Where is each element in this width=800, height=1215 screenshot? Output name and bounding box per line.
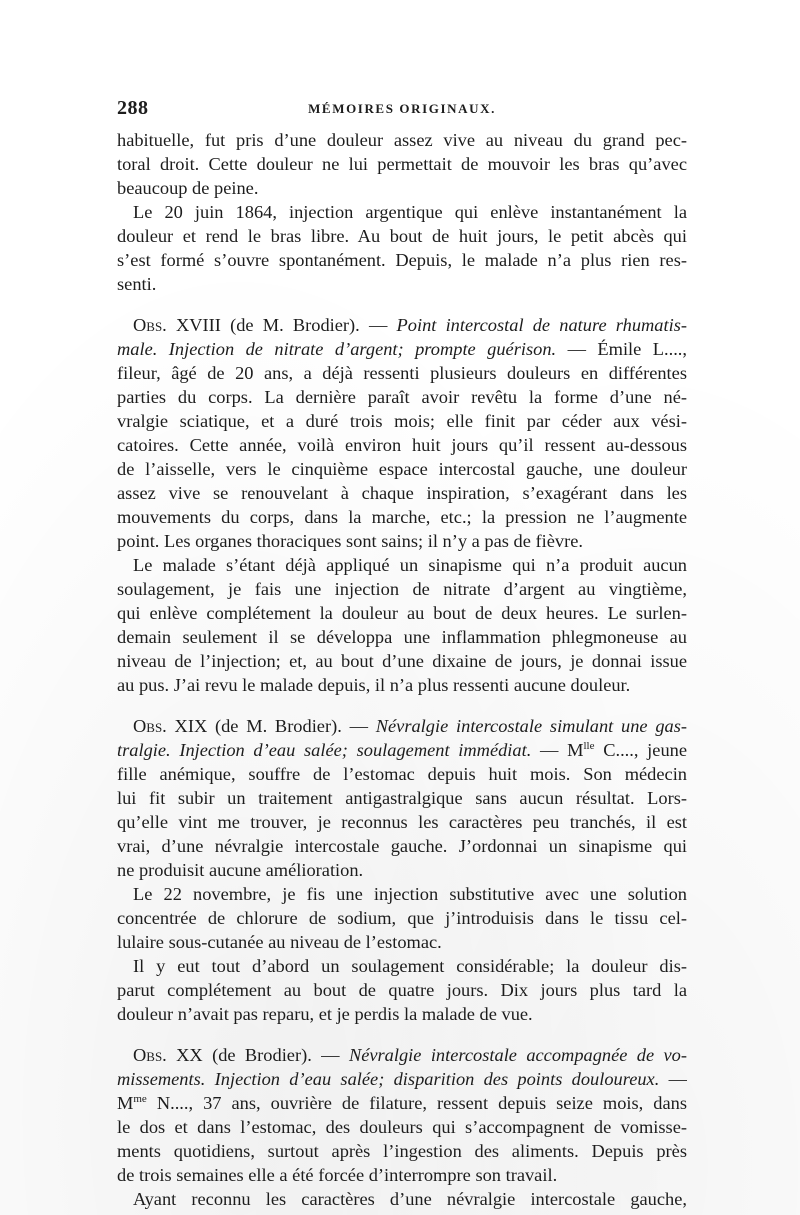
observation-18-heading <box>117 313 687 337</box>
text-line: Le 22 novembre, je fis une injection substitutive avec une solution <box>133 884 687 904</box>
obs-heading-rest: — Émile L...., <box>556 339 687 359</box>
text-line: ments quotidiens, surtout après l’ingestion des aliments. Depuis près <box>117 1141 687 1161</box>
text-line: vrai, d’une névralgie intercostale gauche. J’ordonnai un sinapisme qui <box>117 836 687 856</box>
obs-heading-rest: N...., 37 ans, ouvrière de filature, ressent depuis seize mois, dans <box>146 1093 687 1113</box>
obs-heading-rest: — <box>659 1069 687 1089</box>
obs-heading-rest: M <box>117 1093 134 1113</box>
obs-heading: XVIII (de M. Brodier). — <box>166 315 397 335</box>
text-line: parties du corps. La dernière paraît avoir revêtu la forme d’une né- <box>117 387 687 407</box>
text-line: soulagement, je fais une injection de nitrate d’argent au vingtième, <box>117 579 687 599</box>
text-line: catoires. Cette année, voilà environ huit jours qu’il ressent au-dessous <box>117 435 687 455</box>
text-line: niveau de l’injection; et, au bout d’une dixaine de jours, je donnai issue <box>117 651 687 671</box>
text-line: point. Les organes thoraciques sont sains; il n’y a pas de fièvre. <box>117 531 583 551</box>
text-line: qu’elle vint me trouver, je reconnus les caractères peu tranchés, il est <box>117 812 687 832</box>
text-line: parut complétement au bout de quatre jours. Dix jours plus tard la <box>117 980 687 1000</box>
text-line: mouvements du corps, dans la marche, etc.; la pression ne l’augmente <box>117 507 687 527</box>
text-line: toral droit. Cette douleur ne lui permettait de mouvoir les bras qu’avec <box>117 154 687 174</box>
text-line: concentrée de chlorure de sodium, que j’introduisis dans le tissu cel- <box>117 908 687 928</box>
text-line: lui fit subir un traitement antigastralgique sans aucun résultat. Lors- <box>117 788 687 808</box>
text-line: fileur, âgé de 20 ans, a déjà ressenti plusieurs douleurs en différentes <box>117 363 687 383</box>
obs-title: Névralgie intercostale accompagnée de vo- <box>348 1045 687 1065</box>
text-line: demain seulement il se développa une inflammation phlegmoneuse au <box>117 627 687 647</box>
text-line: Le 20 juin 1864, injection argentique qui enlève instantanément la <box>133 202 687 222</box>
obs-title: Point intercostal de nature rhumatis- <box>396 315 687 335</box>
text-line <box>117 738 687 762</box>
text-line <box>117 1091 687 1115</box>
text-line: beaucoup de peine. <box>117 178 259 198</box>
paragraph-gap <box>117 296 687 313</box>
text-line: habituelle, fut pris d’une douleur assez vive au niveau du grand pec- <box>117 130 687 150</box>
running-title: MÉMOIRES ORIGINAUX. <box>308 101 496 116</box>
text-line: senti. <box>117 274 157 294</box>
obs-heading: XIX (de M. Brodier). — <box>166 716 376 736</box>
text-line: le dos et dans l’estomac, des douleurs qui s’accompagnent de vomisse- <box>117 1117 687 1137</box>
obs-heading-rest: — M <box>531 740 584 760</box>
text-line: Il y eut tout d’abord un soulagement considérable; la douleur dis- <box>133 956 687 976</box>
text-line: fille anémique, souffre de l’estomac depuis huit mois. Son médecin <box>117 764 687 784</box>
text-line: de trois semaines elle a été forcée d’interrompre son travail. <box>117 1165 558 1185</box>
text-line: lulaire sous-cutanée au niveau de l’estomac. <box>117 932 442 952</box>
body-text <box>117 128 687 1211</box>
obs-label: Obs. <box>133 716 167 736</box>
text-line: au pus. J’ai revu le malade depuis, il n’a plus ressenti aucune douleur. <box>117 675 631 695</box>
text-line: qui enlève complétement la douleur au bout de deux heures. Le surlen- <box>117 603 687 623</box>
text-line: de l’aisselle, vers le cinquième espace intercostal gauche, une douleur <box>117 459 687 479</box>
obs-title: missements. Injection d’eau salée; disparition des points douloureux. <box>117 1069 660 1089</box>
text-line: Ayant reconnu les caractères d’une névralgie intercostale gauche, <box>133 1189 687 1209</box>
page-header <box>117 97 687 123</box>
obs-label: Obs. <box>133 1045 167 1065</box>
observation-19-heading <box>117 714 687 738</box>
observation-20-heading <box>117 1043 687 1067</box>
text-line: ne produisit aucune amélioration. <box>117 860 364 880</box>
text-line: vralgie sciatique, et a duré trois mois; elle finit par céder aux vési- <box>117 411 687 431</box>
obs-heading: XX (de Brodier). — <box>166 1045 349 1065</box>
text-line <box>117 1067 687 1091</box>
text-line <box>117 337 687 361</box>
obs-title: Névralgie intercostale simulant une gas- <box>375 716 687 736</box>
paragraph-gap <box>117 697 687 714</box>
paragraph-gap <box>117 1026 687 1043</box>
obs-heading-rest: C...., jeune <box>594 740 687 760</box>
superscript: me <box>133 1093 147 1105</box>
page-number: 288 <box>117 97 149 119</box>
text-line: douleur n’avait pas reparu, et je perdis la malade de vue. <box>117 1004 533 1024</box>
text-line: s’est formé s’ouvre spontanément. Depuis, le malade n’a plus rien res- <box>117 250 687 270</box>
superscript: lle <box>583 740 595 752</box>
text-line: assez vive se renouvelant à chaque inspiration, s’exagérant dans les <box>117 483 687 503</box>
obs-title: tralgie. Injection d’eau salée; soulagement immédiat. <box>117 740 532 760</box>
text-line: douleur et rend le bras libre. Au bout de huit jours, le petit abcès qui <box>117 226 687 246</box>
obs-title: male. Injection de nitrate d’argent; prompte guérison. <box>117 339 557 359</box>
obs-label: Obs. <box>133 315 167 335</box>
text-line: Le malade s’étant déjà appliqué un sinapisme qui n’a produit aucun <box>133 555 687 575</box>
